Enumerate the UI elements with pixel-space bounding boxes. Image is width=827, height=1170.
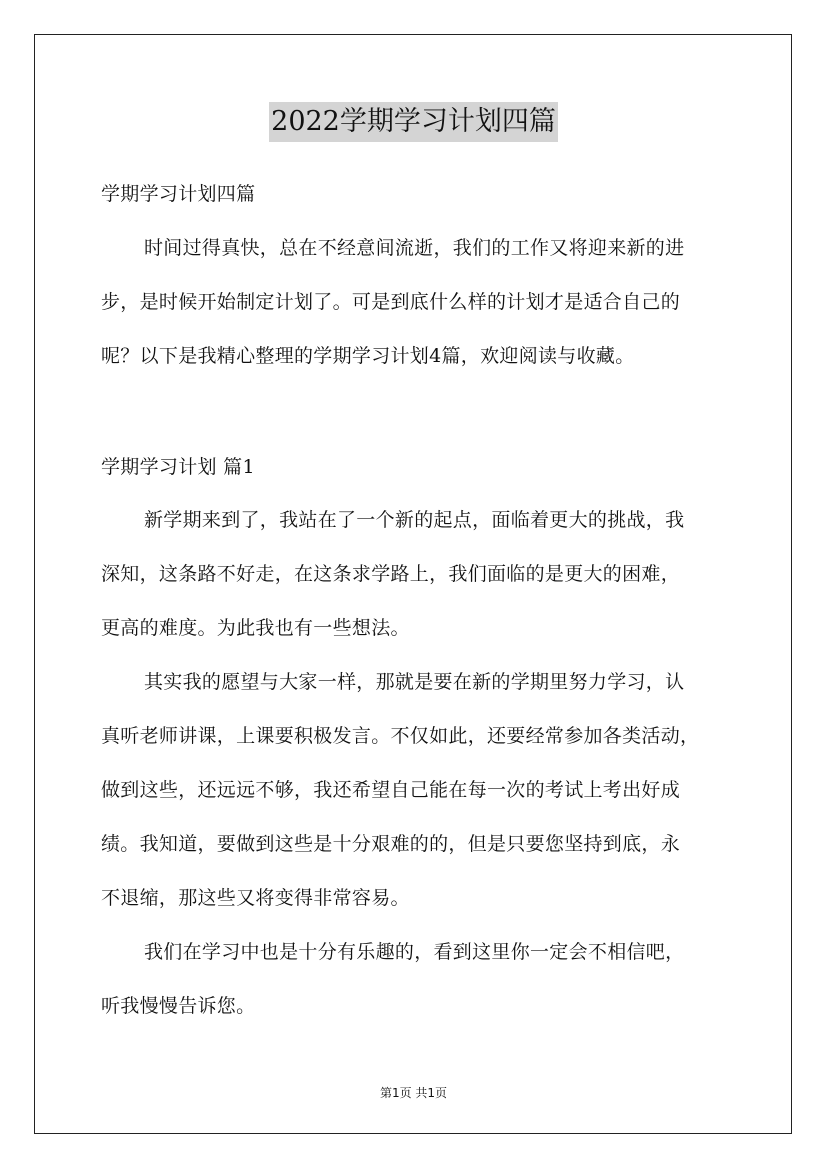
title-container — [0, 102, 827, 142]
intro-line-2: 步，是时候开始制定计划了。可是到底什么样的计划才是适合自己的 — [101, 291, 681, 313]
paragraph1-line-1: 新学期来到了，我站在了一个新的起点，面临着更大的挑战，我 — [144, 509, 685, 531]
paragraph2-line-1: 其实我的愿望与大家一样，那就是要在新的学期里努力学习，认 — [144, 671, 685, 693]
paragraph3-line-2: 听我慢慢告诉您。 — [101, 995, 256, 1017]
intro-line-1: 时间过得真快，总在不经意间流逝，我们的工作又将迎来新的进 — [144, 237, 685, 259]
paragraph2-line-5: 不退缩，那这些又将变得非常容易。 — [101, 887, 410, 909]
section-heading: 学期学习计划 篇1 — [101, 456, 255, 478]
paragraph1-line-2: 深知，这条路不好走，在这条求学路上，我们面临的是更大的困难， — [101, 563, 681, 585]
document-title: 2022学期学习计划四篇 — [269, 102, 558, 142]
intro-line-3: 呢？以下是我精心整理的学期学习计划4篇，欢迎阅读与收藏。 — [101, 345, 635, 367]
paragraph1-line-3: 更高的难度。为此我也有一些想法。 — [101, 617, 410, 639]
subtitle: 学期学习计划四篇 — [101, 183, 256, 205]
paragraph2-line-2: 真听老师讲课，上课要积极发言。不仅如此，还要经常参加各类活动， — [101, 725, 700, 747]
paragraph2-line-3: 做到这些，还远远不够，我还希望自己能在每一次的考试上考出好成 — [101, 779, 681, 801]
paragraph3-line-1: 我们在学习中也是十分有乐趣的，看到这里你一定会不相信吧， — [144, 941, 685, 963]
paragraph2-line-4: 绩。我知道，要做到这些是十分艰难的的，但是只要您坚持到底，永 — [101, 833, 681, 855]
page-footer: 第1页 共1页 — [379, 1086, 448, 1100]
